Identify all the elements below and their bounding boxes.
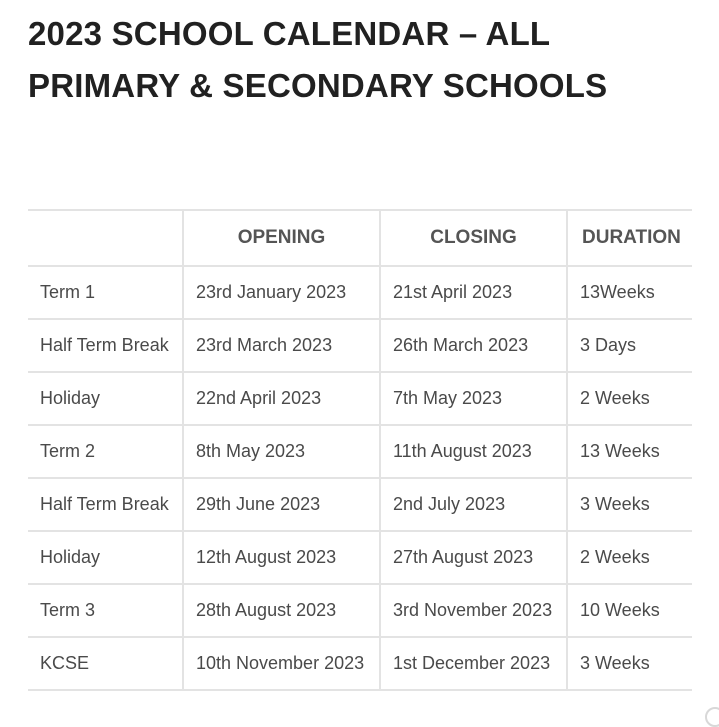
cell-period: KCSE [28, 637, 183, 690]
cell-opening: 8th May 2023 [183, 425, 380, 478]
cell-closing: 11th August 2023 [380, 425, 567, 478]
cell-duration: 3 Weeks [567, 478, 692, 531]
cell-closing: 26th March 2023 [380, 319, 567, 372]
cell-duration: 2 Weeks [567, 372, 692, 425]
cell-closing: 2nd July 2023 [380, 478, 567, 531]
cell-closing: 1st December 2023 [380, 637, 567, 690]
header-period [28, 210, 183, 266]
cell-opening: 10th November 2023 [183, 637, 380, 690]
cell-closing: 3rd November 2023 [380, 584, 567, 637]
cell-closing: 21st April 2023 [380, 266, 567, 319]
cell-duration: 10 Weeks [567, 584, 692, 637]
page-title: 2023 SCHOOL CALENDAR – ALL PRIMARY & SECONDARY SCHOOLS [28, 15, 608, 104]
cell-closing: 7th May 2023 [380, 372, 567, 425]
cell-duration: 3 Weeks [567, 637, 692, 690]
school-calendar-table [28, 209, 692, 691]
scroll-to-top-button[interactable] [705, 707, 719, 727]
table-row [28, 319, 692, 372]
table-row [28, 531, 692, 584]
cell-closing: 27th August 2023 [380, 531, 567, 584]
cell-duration: 3 Days [567, 319, 692, 372]
cell-period: Term 2 [28, 425, 183, 478]
cell-period: Term 1 [28, 266, 183, 319]
header-opening: OPENING [183, 210, 380, 266]
header-closing: CLOSING [380, 210, 567, 266]
cell-duration: 13Weeks [567, 266, 692, 319]
header-duration: DURATION [567, 210, 692, 266]
table-row [28, 637, 692, 690]
cell-period: Holiday [28, 372, 183, 425]
cell-period: Half Term Break [28, 478, 183, 531]
table-row [28, 266, 692, 319]
table-row [28, 478, 692, 531]
table-row [28, 372, 692, 425]
table-row [28, 425, 692, 478]
table-header-row [28, 210, 692, 266]
cell-opening: 23rd January 2023 [183, 266, 380, 319]
cell-period: Term 3 [28, 584, 183, 637]
cell-duration: 2 Weeks [567, 531, 692, 584]
cell-opening: 12th August 2023 [183, 531, 380, 584]
cell-opening: 23rd March 2023 [183, 319, 380, 372]
cell-duration: 13 Weeks [567, 425, 692, 478]
table-row [28, 584, 692, 637]
cell-opening: 22nd April 2023 [183, 372, 380, 425]
cell-opening: 28th August 2023 [183, 584, 380, 637]
cell-opening: 29th June 2023 [183, 478, 380, 531]
cell-period: Half Term Break [28, 319, 183, 372]
cell-period: Holiday [28, 531, 183, 584]
